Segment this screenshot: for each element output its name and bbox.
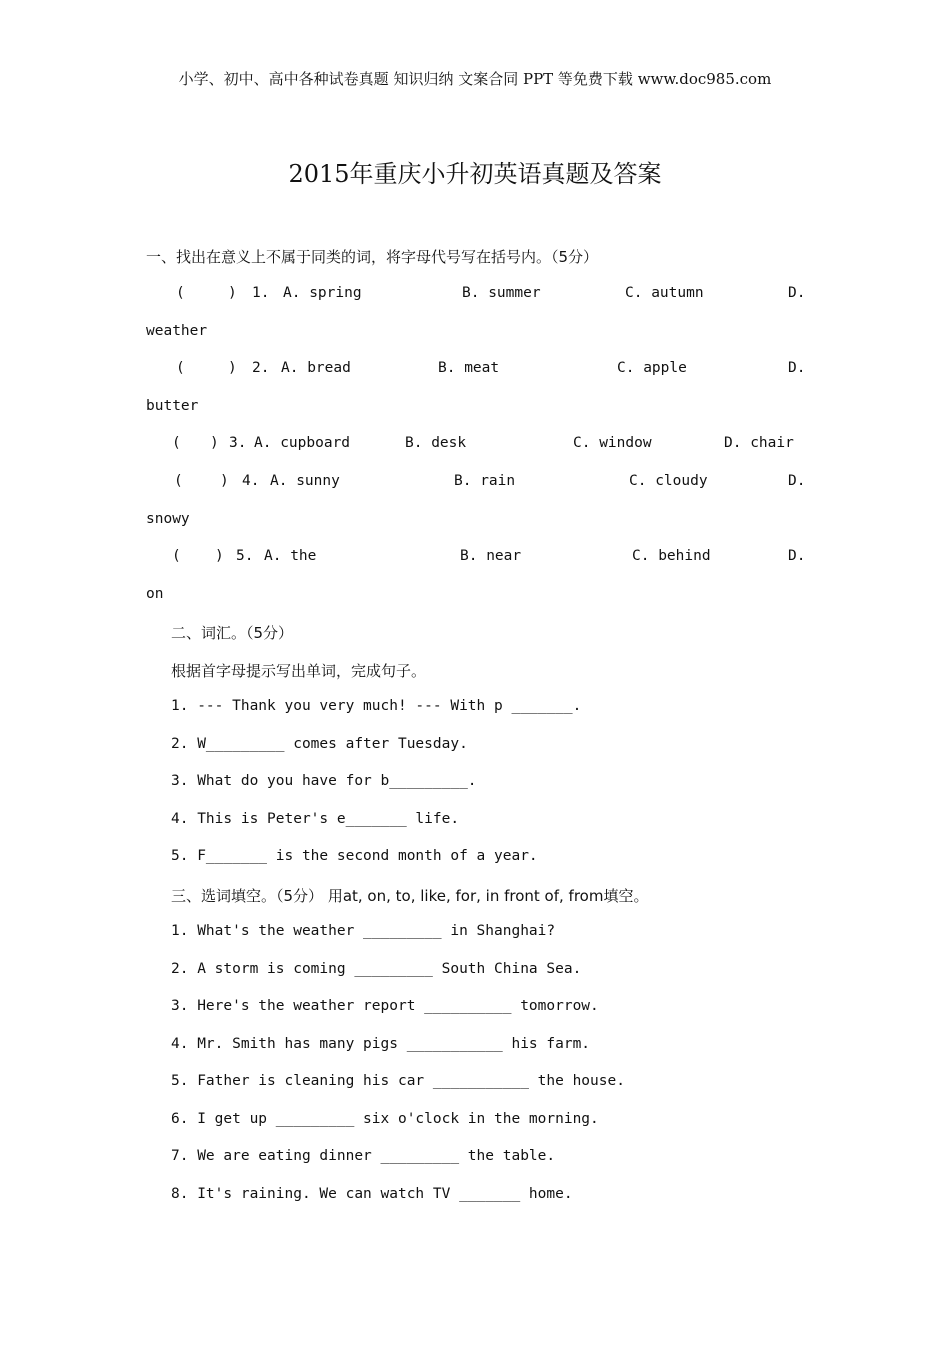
q3-paren-open: ( [172, 435, 181, 451]
s2-item: 4. This is Peter's e_______ life. [171, 811, 460, 827]
q3-option-c: C. window [573, 435, 652, 451]
q3-number: 3. [229, 435, 247, 451]
q1-number: 1. [252, 285, 270, 301]
q5-option-a: A. the [264, 548, 317, 564]
q4-option-d: D. [788, 473, 806, 489]
s3-item: 3. Here's the weather report __________ tomorrow. [171, 998, 599, 1014]
q5-option-d-word: on [146, 586, 164, 602]
q2-option-a: A. bread [281, 360, 351, 376]
q5-option-d: D. [788, 548, 806, 564]
q4-paren-close: ) [220, 473, 229, 489]
s2-item: 2. W_________ comes after Tuesday. [171, 736, 468, 752]
q5-paren-open: ( [172, 548, 181, 564]
s3-item: 4. Mr. Smith has many pigs ___________ his farm. [171, 1036, 591, 1052]
s3-item: 7. We are eating dinner _________ the table. [171, 1148, 556, 1164]
s2-item: 5. F_______ is the second month of a year. [171, 848, 538, 864]
section3-heading: 三、选词填空。（5分） 用at, on, to, like, for, in front of, from填空。 [171, 887, 649, 905]
q2-paren-close: ) [228, 360, 237, 376]
q4-number: 4. [242, 473, 260, 489]
q2-option-c: C. apple [617, 360, 687, 376]
q5-paren-close: ) [215, 548, 224, 564]
s3-item: 2. A storm is coming _________ South China Sea. [171, 961, 582, 977]
q1-option-c: C. autumn [625, 285, 704, 301]
s3-item: 8. It's raining. We can watch TV _______ home. [171, 1186, 573, 1202]
s3-item: 6. I get up _________ six o'clock in the morning. [171, 1111, 599, 1127]
q1-option-a: A. spring [283, 285, 362, 301]
q2-option-b: B. meat [438, 360, 500, 376]
section2-instruction: 根据首字母提示写出单词，完成句子。 [171, 662, 427, 680]
q1-option-d: D. [788, 285, 806, 301]
page-title: 2015年重庆小升初英语真题及答案 [288, 160, 662, 188]
q2-option-d-word: butter [146, 398, 199, 414]
q1-paren-open: ( [176, 285, 185, 301]
q4-option-b: B. rain [454, 473, 516, 489]
q2-number: 2. [252, 360, 270, 376]
q1-option-b: B. summer [462, 285, 541, 301]
q3-option-d: D. chair [724, 435, 794, 451]
q4-paren-open: ( [174, 473, 183, 489]
q4-option-c: C. cloudy [629, 473, 708, 489]
q1-paren-close: ) [228, 285, 237, 301]
s3-item: 5. Father is cleaning his car ___________ the house. [171, 1073, 625, 1089]
q3-option-a: A. cupboard [254, 435, 351, 451]
page-header: 小学、初中、高中各种试卷真题 知识归纳 文案合同 PPT 等免费下载 www.doc985.com [178, 70, 772, 88]
q5-option-b: B. near [460, 548, 522, 564]
q1-option-d-word: weather [146, 323, 208, 339]
q2-option-d: D. [788, 360, 806, 376]
q4-option-d-word: snowy [146, 511, 190, 527]
q3-paren-close: ) [210, 435, 219, 451]
q4-option-a: A. sunny [270, 473, 340, 489]
q5-option-c: C. behind [632, 548, 711, 564]
section1-heading: 一、找出在意义上不属于同类的词，将字母代号写在括号内。（5分） [146, 248, 599, 266]
s2-item: 1. --- Thank you very much! --- With p _______. [171, 698, 582, 714]
q5-number: 5. [236, 548, 254, 564]
section2-heading: 二、词汇。（5分） [171, 624, 294, 642]
s3-item: 1. What's the weather _________ in Shanghai? [171, 923, 556, 939]
q3-option-b: B. desk [405, 435, 467, 451]
s2-item: 3. What do you have for b_________. [171, 773, 477, 789]
q2-paren-open: ( [176, 360, 185, 376]
